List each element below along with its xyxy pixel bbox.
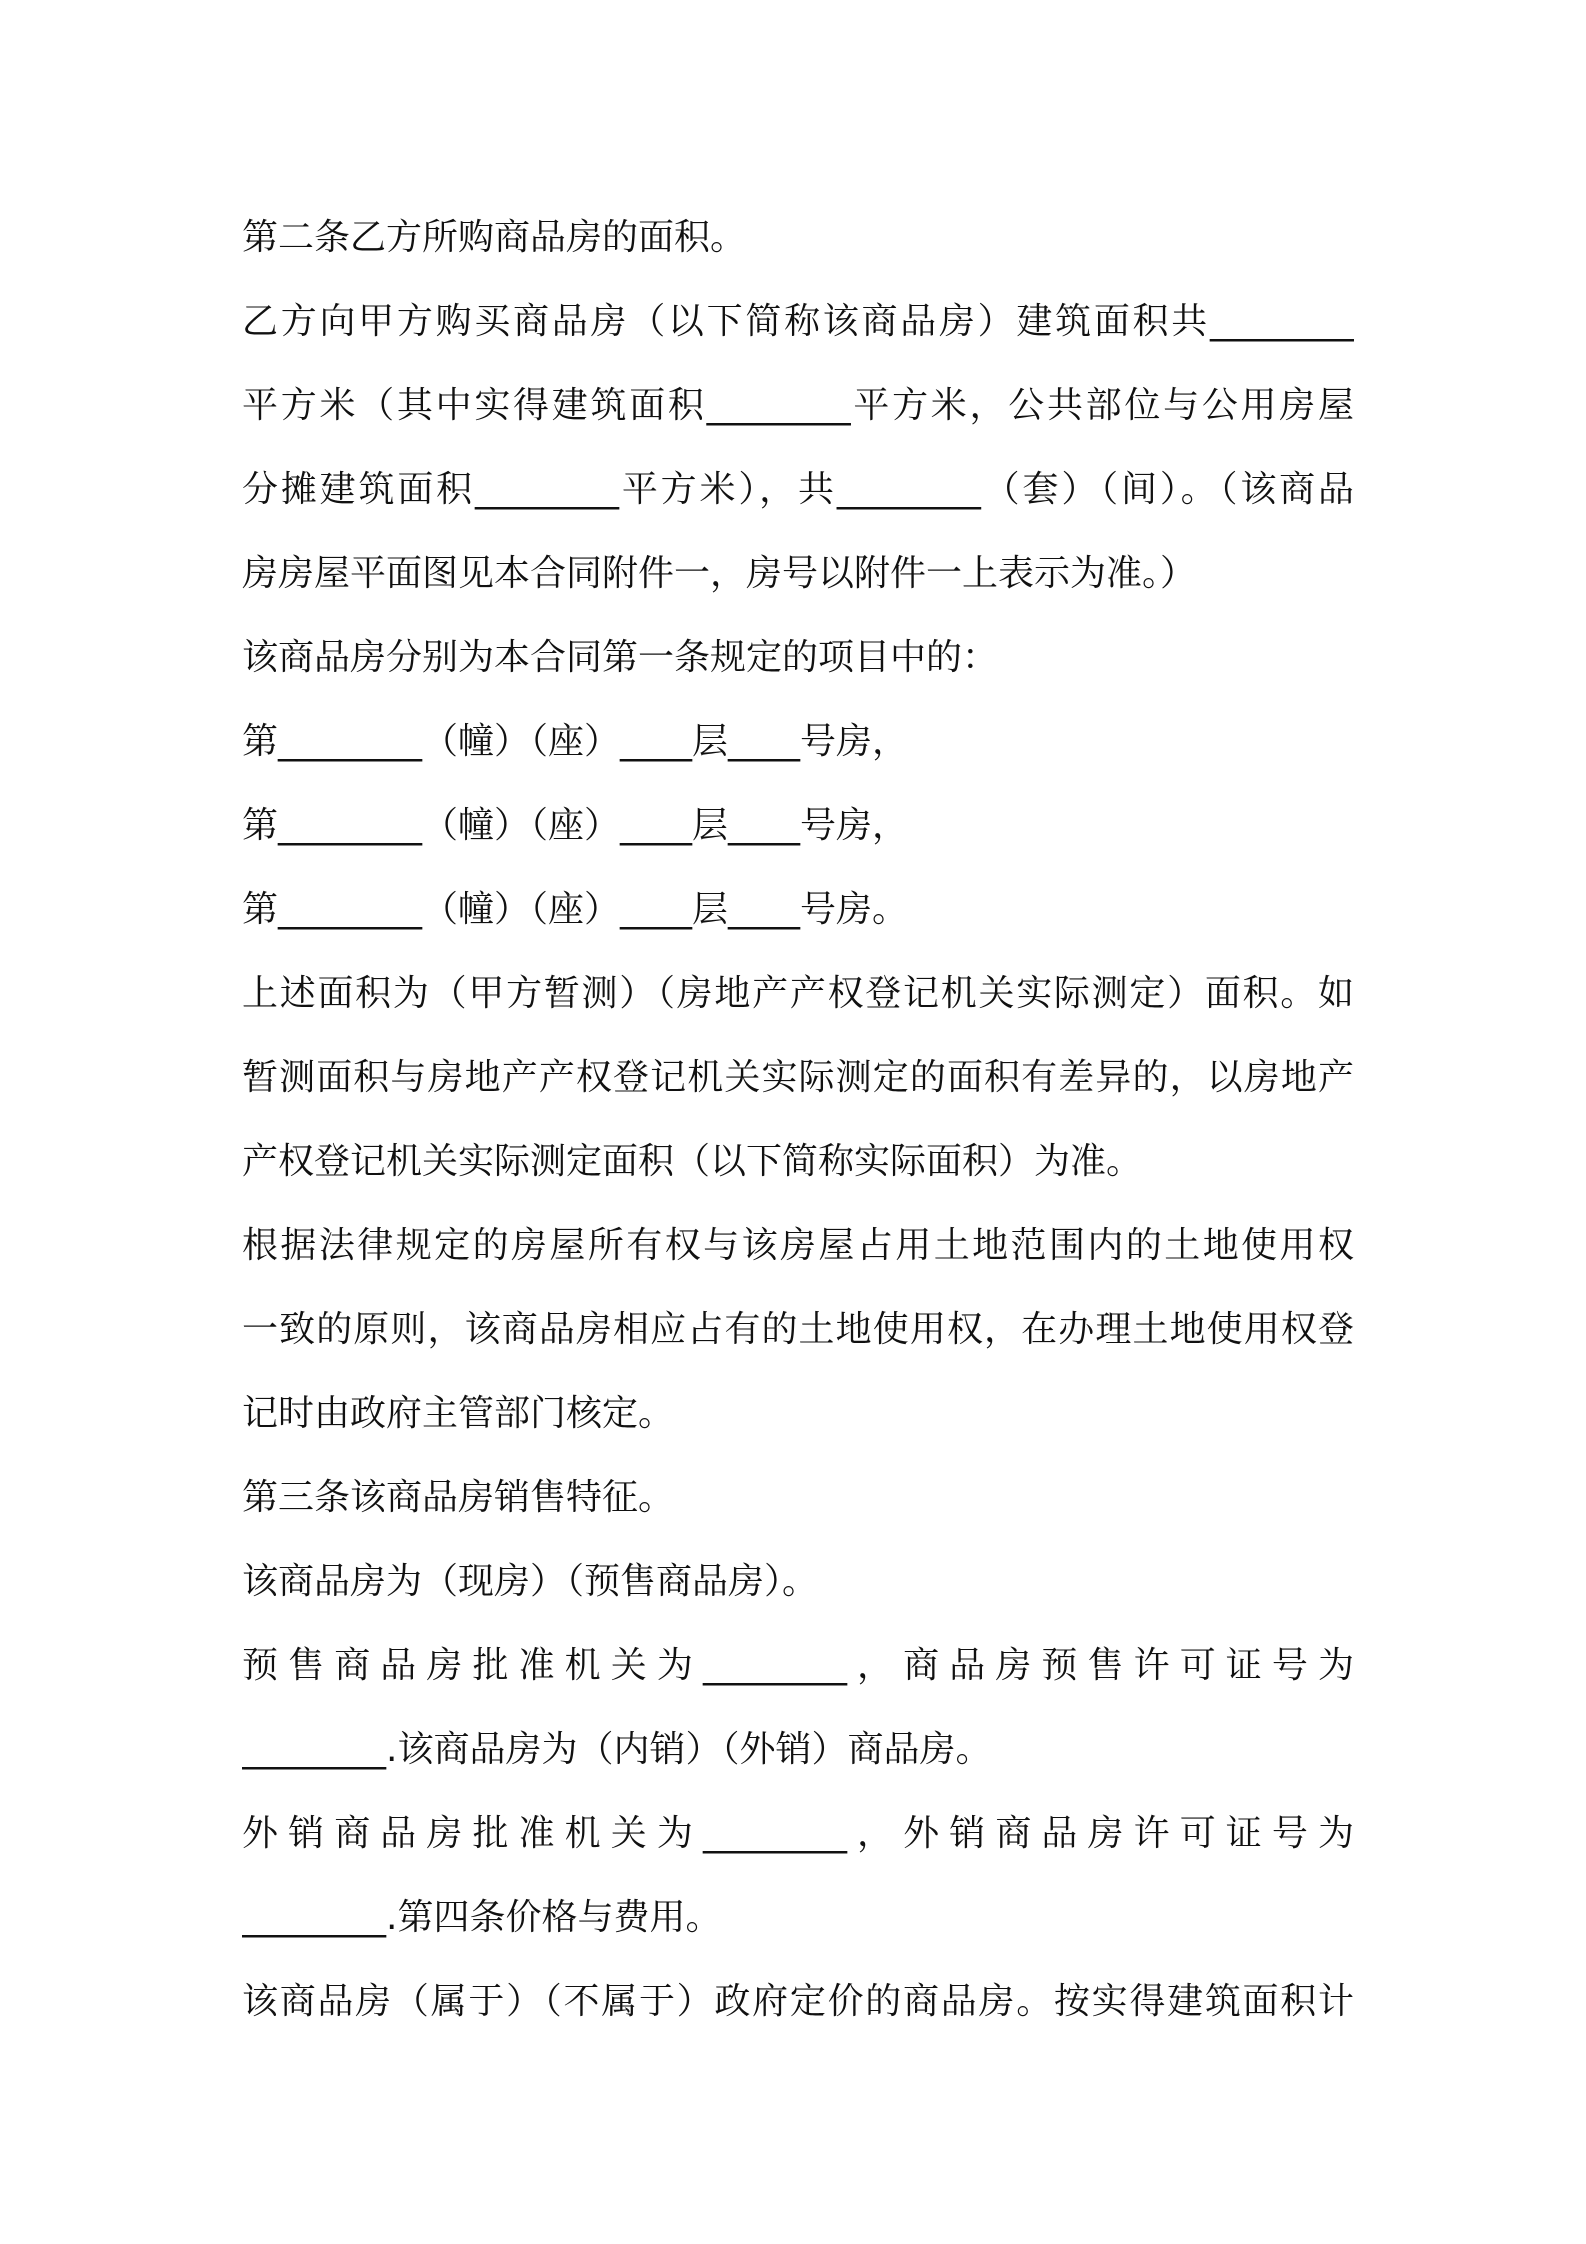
article-4-heading-line: ________.第四条价格与费用。 <box>242 1897 722 1938</box>
text-line: 一致的原则，该商品房相应占有的土地使用权，在办理土地使用权登 <box>242 1309 1354 1350</box>
article-3-heading: 第三条该商品房销售特征。 <box>242 1477 675 1518</box>
document-page <box>242 196 1354 2044</box>
text-line: 产权登记机关实际测定面积（以下简称实际面积）为准。 <box>242 1141 1143 1182</box>
text-line: 暂测面积与房地产产权登记机关实际测定的面积有差异的，以房地产 <box>242 1057 1354 1098</box>
text-line: 平方米（其中实得建筑面积________平方米，公共部位与公用房屋 <box>242 385 1354 426</box>
text-line: 该商品房（属于）（不属于）政府定价的商品房。按实得建筑面积计 <box>242 1981 1354 2022</box>
text-line: 记时由政府主管部门核定。 <box>242 1393 675 1434</box>
text-line: 房房屋平面图见本合同附件一，房号以附件一上表示为准。） <box>242 553 1197 594</box>
room-line: 第________（幢）（座）____层____号房， <box>242 805 909 846</box>
text-line: 外销商品房批准机关为________，外销商品房许可证号为 <box>242 1813 1354 1854</box>
text-line: 上述面积为（甲方暂测）（房地产产权登记机关实际测定）面积。如 <box>242 973 1354 1014</box>
room-line: 第________（幢）（座）____层____号房。 <box>242 889 909 930</box>
text-line: 预售商品房批准机关为________，商品房预售许可证号为 <box>242 1645 1354 1686</box>
text-line: 根据法律规定的房屋所有权与该房屋占用土地范围内的土地使用权 <box>242 1225 1354 1266</box>
room-line: 第________（幢）（座）____层____号房， <box>242 721 909 762</box>
text-line: ________.该商品房为（内销）（外销）商品房。 <box>242 1729 992 1770</box>
text-line: 该商品房分别为本合同第一条规定的项目中的： <box>242 637 999 678</box>
text-line: 分摊建筑面积________平方米），共________（套）（间）。（该商品 <box>242 469 1354 510</box>
article-2-heading: 第二条乙方所购商品房的面积。 <box>242 217 747 258</box>
text-line: 乙方向甲方购买商品房（以下简称该商品房）建筑面积共________ <box>242 301 1354 342</box>
text-line: 该商品房为（现房）（预售商品房）。 <box>242 1561 819 1602</box>
